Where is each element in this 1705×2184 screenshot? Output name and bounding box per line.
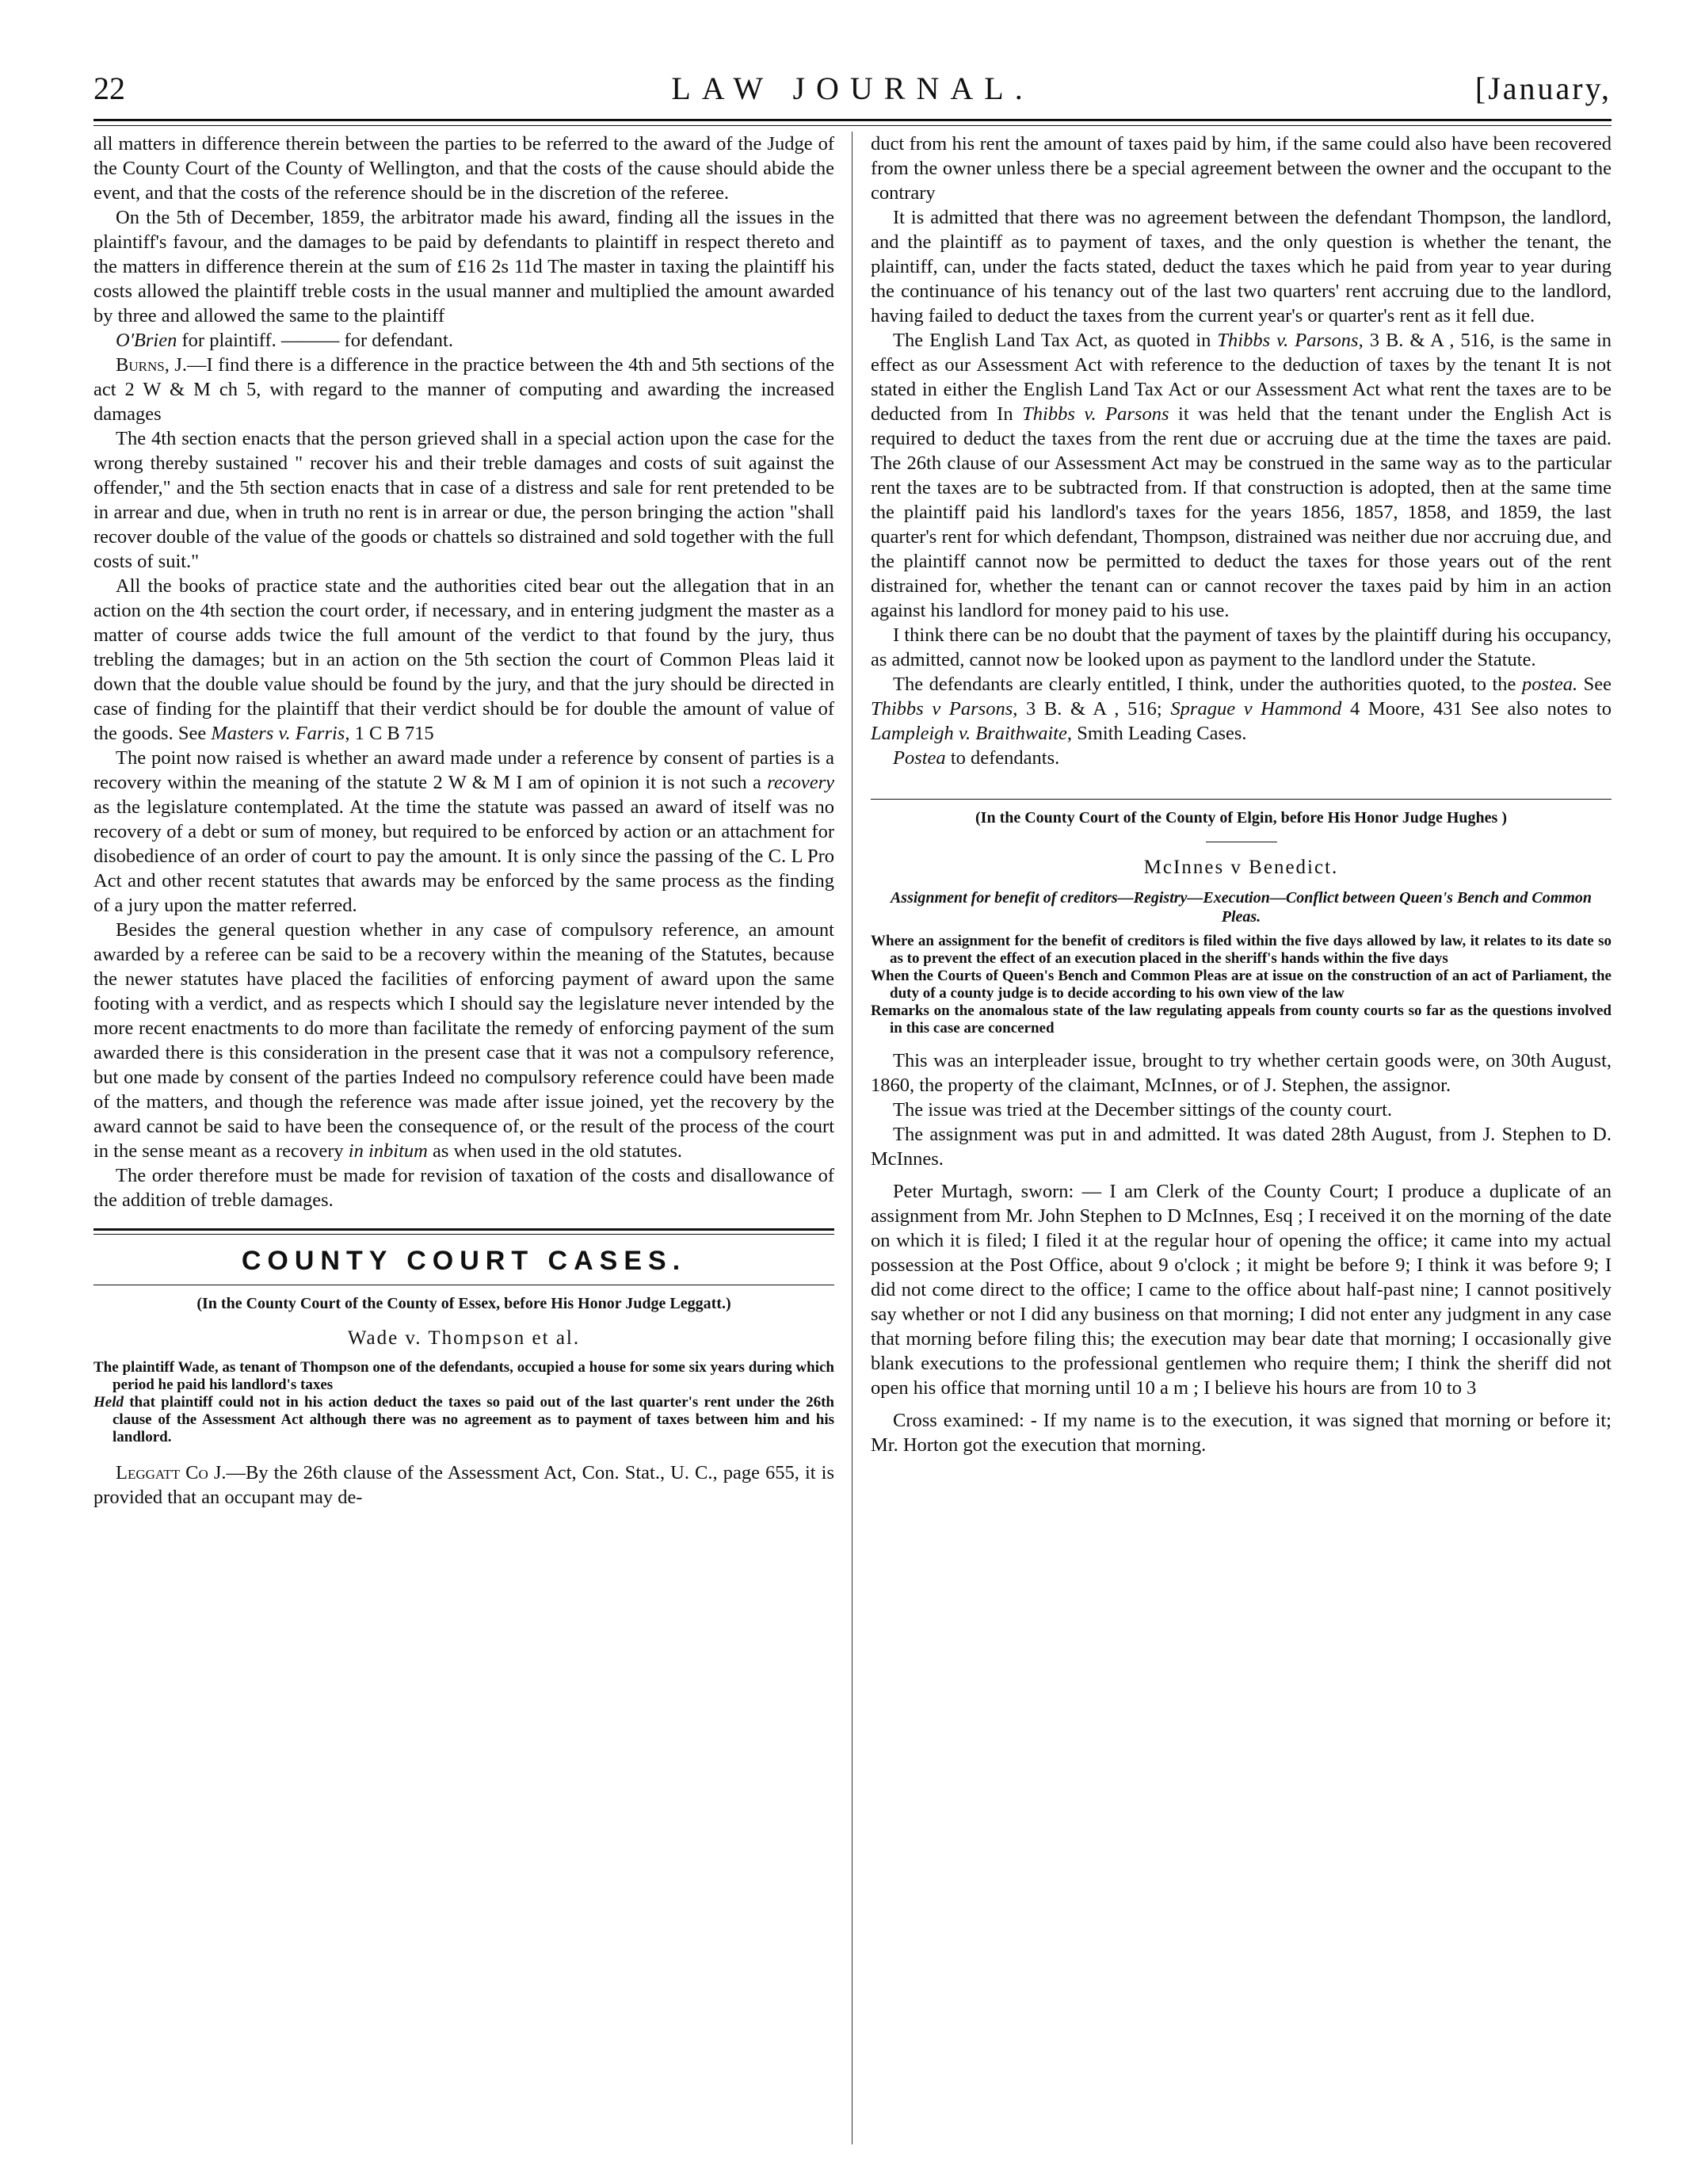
case-subject: Assignment for benefit of creditors—Registry—Execution—Conflict between Queen's Bench and Common Pleas. bbox=[890, 889, 1592, 926]
paragraph-text: it was held that the tenant under the English Act is required to deduct the taxes from the rent due or accruing due at the time the taxes are paid. The 26th clause of our Assessment Act may be construed in the same way as to the particular rent the taxes are to be subtracted from. If that construction is adopted, then at the same time the plaintiff paid his landlord's taxes for the years 1856, 1857, 1858, and 1859, the last quarter's rent for which defendant, Thompson, distrained was neither due nor accruing due, and the plaintiff cannot now be permitted to deduct the taxes for those years out of the rent distrained for, whether the tenant can or cannot recover the taxes paid by him in an action against his landlord for money paid to his use. bbox=[871, 403, 1612, 621]
paragraph-text: —By the 26th clause of the Assessment Act, Con. Stat., U. C., page 655, it is provided that an occupant may de- bbox=[93, 1462, 834, 1508]
paragraph bbox=[93, 353, 834, 426]
left-column bbox=[93, 132, 834, 1510]
header-rule bbox=[93, 119, 1612, 121]
paragraph-text: See bbox=[1577, 674, 1612, 695]
paragraph: The order therefore must be made for revision of taxation of the costs and disallowance of the addition of treble damages. bbox=[93, 1165, 834, 1211]
headnote: When the Courts of Queen's Bench and Common Pleas are at issue on the construction of an act of Parliament, the duty of a county judge is to decide according to his own view of the law bbox=[871, 968, 1612, 1002]
paragraph-text: Smith Leading Cases. bbox=[1072, 723, 1247, 744]
paragraph-text: 1 C B 715 bbox=[349, 723, 434, 744]
paragraph bbox=[93, 918, 834, 1163]
paragraph-text: as when used in the old statutes. bbox=[427, 1140, 682, 1162]
paragraph: all matters in difference therein between the parties to be referred to the award of the Judge of the County Court of the County of Wellington, and that the costs of the cause should abide the event, and that the costs of the reference should be in the discretion of the referee. bbox=[93, 133, 834, 204]
paragraph bbox=[93, 1460, 834, 1510]
counsel-name: O'Brien bbox=[116, 330, 177, 351]
paragraph: duct from his rent the amount of taxes paid by him, if the same could also have been recovered from the owner unless there be a special agreement between the owner and the occupant to the contrary bbox=[871, 133, 1612, 204]
case-citation: Thibbs v. Parsons, bbox=[1217, 330, 1364, 351]
paragraph: The 4th section enacts that the person grieved shall in a special action upon the case for the wrong thereby sustained " recover his and their treble damages and costs of suit against the offender," and the 5th section enacts that in case of a distress and sale for rent pretended to be in arrear and due, when in truth no rent is in arrear or due, the person bringing the action "shall recover double of the value of the goods or chattels so distrained and sold together with the full costs of suit." bbox=[93, 428, 834, 572]
paragraph-text: —I find there is a difference in the practice between the 4th and 5th sections of the act 2 W & M ch 5, with regard to the manner of computing and awarding the increased damages bbox=[93, 354, 834, 425]
page-header bbox=[93, 70, 1612, 125]
headnote bbox=[93, 1394, 834, 1446]
paragraph: Peter Murtagh, sworn: — I am Clerk of the County Court; I produce a duplicate of an assignment from Mr. John Stephen to D McInnes, Esq ; I received it on the morning of the date on which it is filed; I filed it at the regular hour of opening the office; it came into my actual possession at the Post Office, about 9 o'clock ; it might be before 9; I think it was before 9; I did not come direct to the office; I came to the office about half-past nine; I cannot positively say whether or not I did any business on that morning; I did not enter any judgment in any case that morning before filing this; the execution may bear date that morning; I occasionally give blank executions to the professional gentlemen who require them; I think the sheriff did not open his office that morning until 10 a m ; I believe his hours are from 10 to 3 bbox=[871, 1181, 1612, 1399]
counsel-text: for plaintiff. ——— for defendant. bbox=[177, 330, 453, 351]
paragraph bbox=[93, 574, 834, 746]
paragraph-text: Besides the general question whether in any case of compulsory reference, an amount awarded by a referee can be said to be a recovery within the meaning of the Statutes, because the newer statutes have placed the facilities of enforcing payment of award upon the same footing with a verdict, and as respects which I should say the legislature never intended by the more recent enactments to do more than facilitate the remedy of enforcing payment of the sum awarded there is this consideration in the present case that it was not a compulsory reference, but one made by consent of the parties Indeed no compulsory reference could have been made of the matters, and though the reference was made after issue joined, yet the recovery by the award cannot be said to have been the consequence of, or the result of the process of the court in the sense meant as a recovery bbox=[93, 919, 834, 1162]
headnote-held: Held bbox=[93, 1394, 124, 1411]
case-citation: Masters v. Farris, bbox=[211, 723, 350, 744]
section-title: COUNTY COURT CASES. bbox=[241, 1246, 687, 1276]
case-rule bbox=[871, 799, 1612, 800]
paragraph-text: The point now raised is whether an award made under a reference by consent of parties is a recovery within the meaning of the statute 2 W & M I am of opinion it is not such a bbox=[93, 747, 834, 793]
case-citation: Sprague v Hammond bbox=[1170, 698, 1342, 720]
paragraph: On the 5th of December, 1859, the arbitrator made his award, finding all the issues in the plaintiff's favour, and the damages to be paid by defendants to plaintiff in respect thereto and the matters in difference therein at the sum of £16 2s 11d The master in taxing the plaintiff his costs allowed the plaintiff treble costs in the usual manner and multiplied the amount awarded by three and allowed the same to the plaintiff bbox=[93, 207, 834, 326]
case-citation: Thibbs v. Parsons bbox=[1022, 403, 1169, 425]
case-citation: Thibbs v Parsons, bbox=[871, 698, 1018, 720]
case-title: McInnes v Benedict. bbox=[1143, 857, 1339, 878]
columns bbox=[93, 132, 1612, 2154]
paragraph: The assignment was put in and admitted. It was dated 28th August, from J. Stephen to D. McInnes. bbox=[871, 1124, 1612, 1170]
emphasis: Postea bbox=[893, 747, 946, 769]
case-citation: Lampleigh v. Braithwaite, bbox=[871, 723, 1073, 744]
paragraph: It is admitted that there was no agreement between the defendant Thompson, the landlord, and the plaintiff as to payment of taxes, and the only question is whether the tenant, the plaintiff, can, under the facts stated, deduct the taxes which he paid from year to year during the continuance of his tenancy out of the last two quarters' rent accruing due to the landlord, having failed to deduct the taxes from the current year's or quarter's rent as it fell due. bbox=[871, 207, 1612, 326]
paragraph-text: 4 Moore, 431 See also notes to bbox=[1341, 698, 1612, 720]
paragraph bbox=[93, 746, 834, 918]
journal-title: LAW JOURNAL. bbox=[671, 71, 1034, 106]
paragraph-text: 3 B. & A , 516; bbox=[1017, 698, 1171, 720]
headnote-text: that plaintiff could not in his action deduct the taxes so paid out of the last quarter's rent under the 26th clause of the Assessment Act although there was no agreement as to payment of taxes between him and his landlord. bbox=[113, 1394, 834, 1445]
paragraph: The issue was tried at the December sittings of the county court. bbox=[893, 1099, 1393, 1121]
headnote: Remarks on the anomalous state of the law regulating appeals from county courts so far as the questions involved in this case are concerned bbox=[871, 1002, 1612, 1037]
emphasis: recovery bbox=[767, 772, 834, 793]
judge-name: Leggatt Co J. bbox=[116, 1462, 227, 1483]
header-rule-thin bbox=[93, 125, 1612, 126]
court-line: (In the County Court of the County of Elgin, before His Honor Judge Hughes ) bbox=[975, 809, 1507, 827]
case-title: Wade v. Thompson et al. bbox=[347, 1327, 581, 1349]
paragraph: I think there can be no doubt that the payment of taxes by the plaintiff during his occupancy, as admitted, cannot now be looked upon as payment to the landlord under the Statute. bbox=[871, 624, 1612, 670]
paragraph-text: The English Land Tax Act, as quoted in bbox=[893, 330, 1218, 351]
paragraph-text: as the legislature contemplated. At the time the statute was passed an award of itself was no recovery of a debt or sum of money, but required to be enforced by action or an attachment for disobedience of an order of court to pay the amount. It is only since the passing of the C. L Pro Act and other recent statutes that awards may be enforced by the same process as the finding of a jury upon the matter referred. bbox=[93, 796, 834, 916]
paragraph bbox=[871, 328, 1612, 623]
headnote: Where an assignment for the benefit of creditors is filed within the five days allowed by law, it relates to its date so as to prevent the effect of an execution placed in the sheriff's hands within the five days bbox=[871, 933, 1612, 967]
headnote: The plaintiff Wade, as tenant of Thompson one of the defendants, occupied a house for some six years during which period he paid his landlord's taxes bbox=[93, 1359, 834, 1393]
judge-name: Burns, J. bbox=[116, 354, 188, 376]
section-rule bbox=[93, 1228, 834, 1235]
paragraph bbox=[871, 746, 1612, 770]
paragraph: This was an interpleader issue, brought to try whether certain goods were, on 30th August, 1860, the property of the claimant, McInnes, or of J. Stephen, the assignor. bbox=[871, 1050, 1612, 1096]
paragraph-text: to defendants. bbox=[945, 747, 1060, 769]
emphasis: in inbitum bbox=[348, 1140, 428, 1162]
paragraph bbox=[871, 672, 1612, 746]
journal-page bbox=[93, 70, 1612, 2154]
paragraph-text: All the books of practice state and the authorities cited bear out the allegation that in an action on the 4th section the court order, if necessary, and in entering judgment the master as a matter of course adds twice the full amount of the verdict to that found by the jury, thus trebling the damages; but in an action on the 5th section the court of Common Pleas laid it down that the double value should be found by the jury, and that the jury should be directed in case of finding for the plaintiff that their verdict should be for double the amount of value of the goods. See bbox=[93, 575, 834, 744]
paragraph: Cross examined: - If my name is to the execution, it was signed that morning or before it; Mr. Horton got the execution that morning. bbox=[871, 1410, 1612, 1456]
page-number: 22 bbox=[93, 71, 125, 106]
right-column bbox=[871, 132, 1612, 1457]
court-line: (In the County Court of the County of Essex, before His Honor Judge Leggatt.) bbox=[196, 1295, 731, 1312]
counsel-line bbox=[93, 328, 834, 353]
paragraph-text: 3 B. & A , 516, is the same in effect as our Assessment Act with reference to the deduction of taxes by the tenant It is not stated in either the English Land Tax Act or our Assessment Act what rent the taxes are to be deducted from In bbox=[871, 330, 1612, 425]
header-month: [January, bbox=[1474, 71, 1612, 106]
emphasis: postea. bbox=[1521, 674, 1578, 695]
paragraph-text: The defendants are clearly entitled, I think, under the authorities quoted, to the bbox=[893, 674, 1522, 695]
